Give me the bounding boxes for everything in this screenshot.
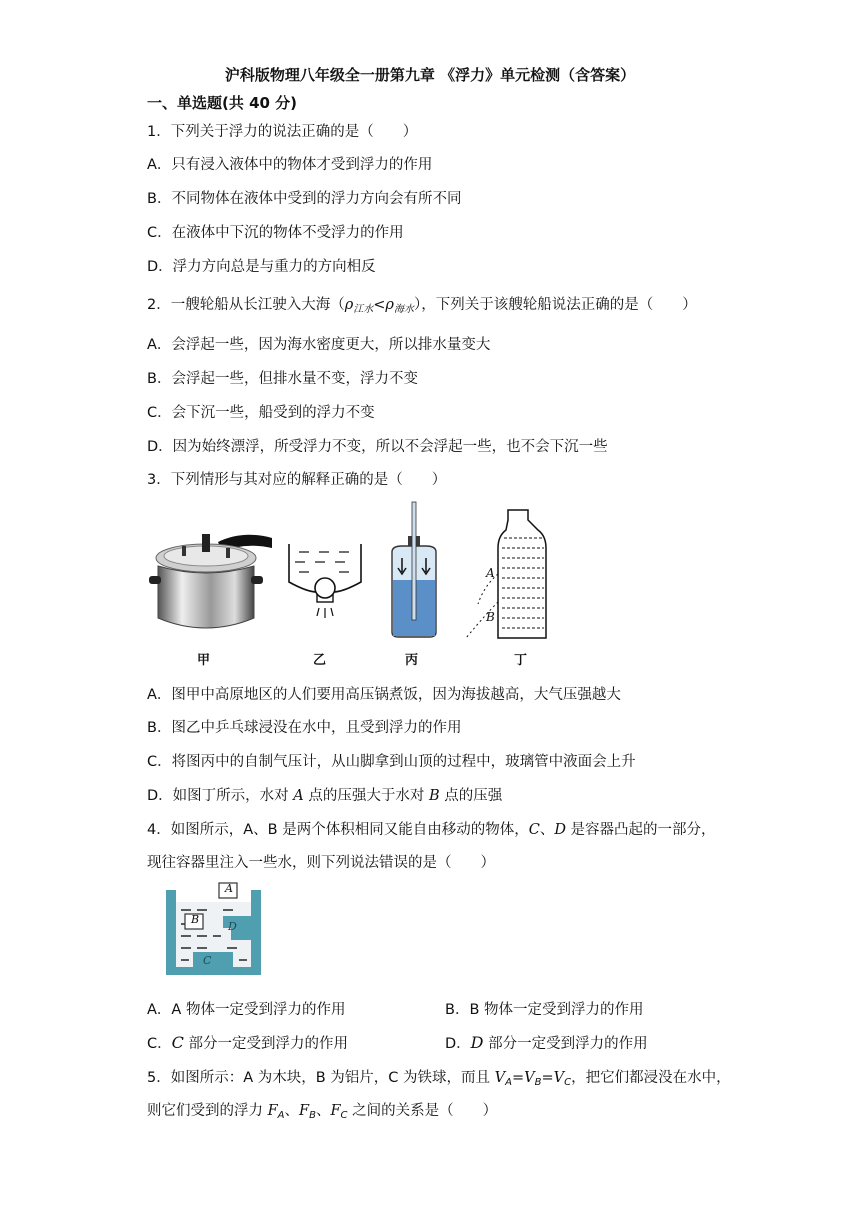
- question-2-stem-end: ），下列关于该艘轮船说法正确的是（ ）: [413, 297, 697, 313]
- volume-sub-c: C: [564, 1077, 572, 1088]
- volume-symbol: V: [553, 1070, 565, 1086]
- point-a-label: A: [293, 788, 304, 804]
- question-2-stem: [147, 293, 697, 315]
- rho-subscript-river: 江水: [353, 304, 374, 315]
- question-5-stem-line-2: [147, 1099, 497, 1121]
- q3-d-part-1: D．如图丁所示，水对: [147, 788, 294, 804]
- question-2-option-a: A．会浮起一些，因为海水密度更大，所以排水量变大: [147, 337, 491, 353]
- section-heading: 一、单选题(共 40 分): [147, 94, 298, 112]
- question-4-option-d: [445, 1032, 648, 1053]
- object-a-label: A: [225, 882, 233, 895]
- question-4-option-a: A．A 物体一定受到浮力的作用: [147, 1002, 346, 1018]
- q3-d-part-3: 点的压强: [439, 788, 503, 804]
- part-c-label: C: [528, 822, 540, 838]
- equals-sign: =: [541, 1070, 554, 1086]
- volume-symbol: V: [494, 1070, 506, 1086]
- question-4-option-b: B．B 物体一定受到浮力的作用: [445, 1002, 644, 1018]
- barometer-bottle-figure: [384, 500, 444, 640]
- question-4-option-c: [147, 1032, 348, 1053]
- q5-part-1: 5．如图所示：A 为木块，B 为铝片，C 为铁球，而且: [147, 1070, 495, 1086]
- question-1-option-a: A．只有浸入液体中的物体才受到浮力的作用: [147, 157, 433, 173]
- question-1-option-c: C．在液体中下沉的物体不受浮力的作用: [147, 225, 404, 241]
- q5-line2-part-2: 之间的关系是（ ）: [347, 1103, 498, 1119]
- force-sub-c: C: [340, 1110, 348, 1121]
- q4-stem-part-2: 是容器凸起的一部分，: [565, 822, 716, 838]
- document-title: 沪科版物理八年级全一册第九章 《浮力》单元检测（含答案）: [224, 66, 636, 84]
- part-d-label: D: [554, 822, 566, 838]
- comma-sep: 、: [315, 1103, 331, 1119]
- volume-symbol: V: [524, 1070, 535, 1086]
- question-2-stem-start: 2．一艘轮船从长江驶入大海（: [147, 297, 345, 313]
- protrusion-d-label: D: [228, 920, 237, 933]
- q4-stem-part-1: 4．如图所示，A、B 是两个体积相同又能自由移动的物体，: [147, 822, 529, 838]
- water-bottle-figure: [462, 508, 552, 642]
- pressure-cooker-figure: [148, 520, 276, 638]
- question-5-stem-line-1: [147, 1066, 731, 1088]
- volume-sub-b: B: [534, 1077, 542, 1088]
- rho-symbol: ρ: [344, 297, 354, 313]
- force-sub-b: B: [309, 1110, 316, 1121]
- q4-d-symbol: D: [470, 1033, 484, 1052]
- figure-caption-jia: 甲: [197, 653, 211, 668]
- bottle-hole-label-a: A: [486, 566, 495, 580]
- question-3-option-c: C．将图丙中的自制气压计，从山脚拿到山顶的过程中，玻璃管中液面会上升: [147, 754, 636, 770]
- q4-d-prefix: D．: [445, 1036, 471, 1052]
- q4-c-symbol: C: [171, 1033, 184, 1052]
- question-4-stem-line-1: [147, 818, 716, 839]
- force-symbol: F: [299, 1103, 310, 1119]
- q5-line2-part-1: 则它们受到的浮力: [147, 1103, 268, 1119]
- figure-caption-bing: 丙: [405, 653, 419, 668]
- container-objects-figure: [163, 880, 265, 978]
- rho-symbol: ρ: [385, 297, 394, 313]
- less-than-sign: <: [373, 297, 386, 313]
- question-3-option-d: [147, 784, 502, 805]
- rho-subscript-sea: 海水: [393, 304, 414, 315]
- figure-caption-yi: 乙: [313, 653, 327, 668]
- point-b-label: B: [428, 788, 440, 804]
- protrusion-c-label: C: [203, 954, 212, 967]
- question-3-option-b: B．图乙中乒乓球浸没在水中，且受到浮力的作用: [147, 720, 462, 736]
- bottle-hole-label-b: B: [486, 610, 495, 624]
- figure-caption-ding: 丁: [514, 653, 528, 668]
- object-b-label: B: [191, 913, 200, 926]
- question-3-stem: 3．下列情形与其对应的解释正确的是（ ）: [147, 472, 447, 488]
- question-4-stem-line-2: 现往容器里注入一些水，则下列说法错误的是（ ）: [147, 855, 495, 871]
- comma-sep: 、: [284, 1103, 300, 1119]
- q4-c-prefix: C．: [147, 1036, 172, 1052]
- q5-part-2: ，把它们都浸没在水中，: [571, 1070, 731, 1086]
- question-2-option-b: B．会浮起一些，但排水量不变，浮力不变: [147, 371, 418, 387]
- q4-separator: 、: [539, 822, 555, 838]
- question-1-option-d: D．浮力方向总是与重力的方向相反: [147, 259, 376, 275]
- equals-sign: =: [511, 1070, 525, 1086]
- question-3-option-a: A．图甲中高原地区的人们要用高压锅煮饭，因为海拔越高，大气压强越大: [147, 687, 621, 703]
- q4-c-text: 部分一定受到浮力的作用: [183, 1036, 348, 1052]
- question-1-stem: 1．下列关于浮力的说法正确的是（ ）: [147, 124, 418, 140]
- force-symbol: F: [267, 1103, 278, 1119]
- question-2-option-d: D．因为始终漂浮，所受浮力不变，所以不会浮起一些，也不会下沉一些: [147, 439, 608, 455]
- question-1-option-b: B．不同物体在液体中受到的浮力方向会有所不同: [147, 191, 462, 207]
- ping-pong-container-figure: [285, 530, 365, 640]
- question-2-option-c: C．会下沉一些，船受到的浮力不变: [147, 405, 375, 421]
- q3-d-part-2: 点的压强大于水对: [303, 788, 429, 804]
- q4-d-text: 部分一定受到浮力的作用: [483, 1036, 648, 1052]
- force-sub-a: A: [277, 1110, 285, 1121]
- force-symbol: F: [330, 1103, 341, 1119]
- volume-sub-a: A: [505, 1077, 512, 1088]
